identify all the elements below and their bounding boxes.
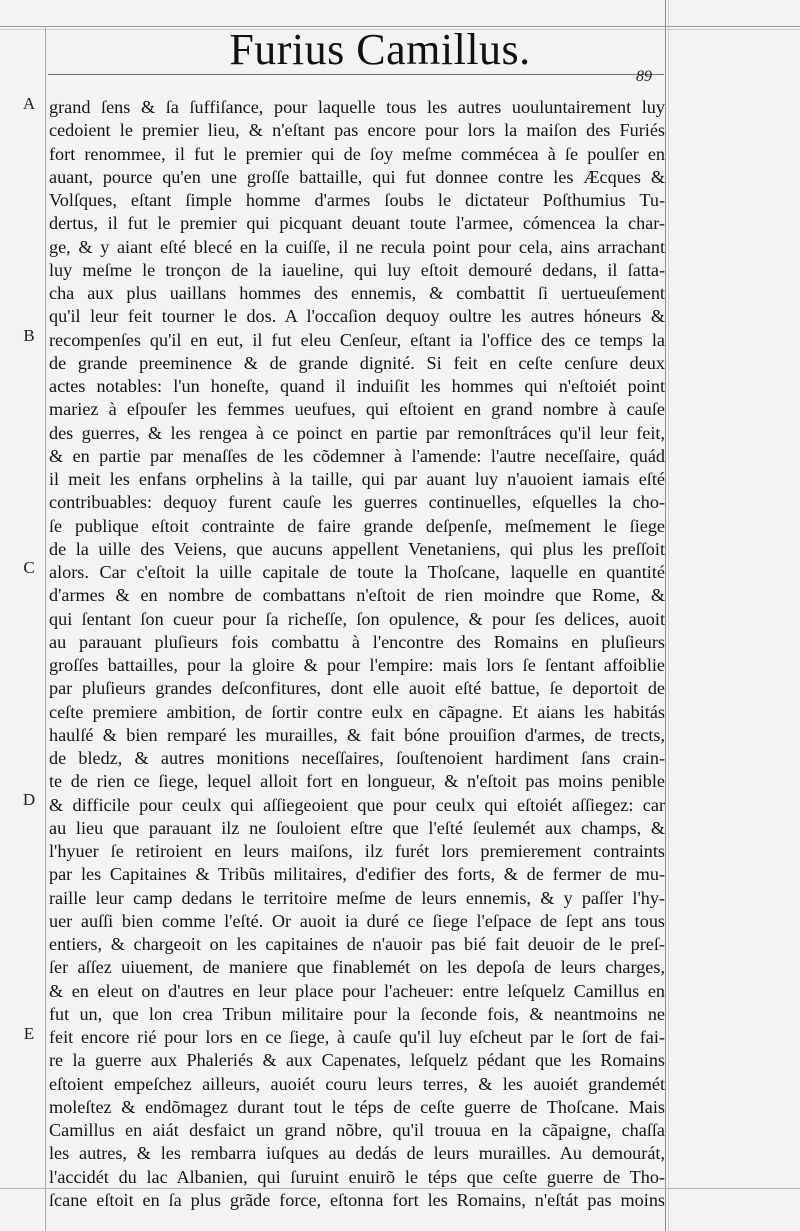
text-line: moleſtez & endõmagez durant tout le téps de ceſte guerre de Thoſcane. Mais xyxy=(49,1096,665,1117)
text-line: raille leur camp dedans le territoire meſme de leurs ennemis, & y paſſer l'hy- xyxy=(49,887,665,908)
text-line: actes notables: l'un honeſte, quand il induiſit les hommes qui n'eſtoiét point xyxy=(49,376,665,396)
text-line: de grande preeminence & de grande dignité. Si feit en ceſte cenſure deux xyxy=(49,352,665,373)
text-line: cha aux plus uaillans hommes des ennemis, & combattit ſi uertueuſement xyxy=(49,283,665,303)
margin-marker-e: E xyxy=(23,1024,35,1043)
text-line: entiers, & chargeoit on les capitaines de n'auoir pas bié fait deuoir de le preſ- xyxy=(49,934,665,954)
margin-marker-a: A xyxy=(22,94,36,113)
margin-marker-b: B xyxy=(23,326,35,345)
text-line: grand ſens & ſa ſuffiſance, pour laquelle tous les autres uouluntairement luy xyxy=(49,97,665,117)
text-line: & en eleut on d'autres en leur place pour l'acheuer: entre leſquelz Camillus en xyxy=(49,980,665,1001)
margin-marker-d: D xyxy=(22,790,36,809)
frame-rule-right xyxy=(665,0,666,1231)
text-line: il meit les enfans orphelins à la taille, qui par auant luy n'auoient iamais eſté xyxy=(49,469,665,489)
body-text xyxy=(49,96,665,1212)
margin-marker-c: C xyxy=(23,558,35,577)
text-line: uer auſſi bien comme l'eſté. Or auoit ia duré ce ſiege l'eſpace de ſept ans tous xyxy=(49,910,665,931)
text-line: & en partie par menaſſes de les cõdemner à l'amende: l'autre neceſſaire, quád xyxy=(49,445,665,466)
text-line: re la guerre aux Phaleriés & aux Capenates, leſquelz pédant que les Romains xyxy=(49,1050,665,1071)
text-line: luy meſme le tronçon de la iaueline, qui luy eſtoit demouré dedans, il ſatta- xyxy=(49,259,665,280)
text-line: des guerres, & les rengea à ce poinct en partie par remonſtráces qu'il leur feit, xyxy=(49,422,665,443)
text-line: haulſé & bien remparé les murailles, & fait bóne prouiſion d'armes, de trects, xyxy=(49,724,665,745)
frame-rule-left xyxy=(45,26,46,1231)
text-line: auant, pource qu'en une groſſe battaille, qui fut donnee contre les Æcques & xyxy=(49,166,665,187)
text-line: de bledz, & autres monitions neceſſaires, ſouſtenoient hardiment ſans crain- xyxy=(49,748,665,768)
text-line: au parauant pluſieurs fois combattu à l'encontre des Romains en pluſieurs xyxy=(49,631,665,652)
text-line: alors. Car c'eſtoit la uille capitale de toute la Thoſcane, laquelle en quantité xyxy=(49,562,665,582)
text-line: d'armes & en nombre de combattans n'eſtoit de rien moindre que Rome, & xyxy=(49,585,665,606)
text-line: contribuables: dequoy furent cauſe les guerres continuelles, eſquelles la cho- xyxy=(49,492,665,513)
running-title: Furius Camillus. xyxy=(229,25,531,74)
text-line: ſer aſſez uiuement, de maniere que finablemét on les depoſa de leurs charges, xyxy=(49,957,665,978)
text-line: Volſques, eſtant ſimple homme d'armes ſoubs le dictateur Poſthumius Tu- xyxy=(49,190,665,210)
text-line: les autres, & les rembarra iuſques au dedás de leurs murailles. Au demourát, xyxy=(49,1143,665,1164)
text-line: mariez à eſpouſer les femmes ueufues, qui eſtoient en grand nombre à cauſe xyxy=(49,399,665,420)
text-line: ge, & y aiant eſté blecé en la cuiſſe, il ne recula point pour cela, ains arrachant xyxy=(49,236,665,257)
text-line: l'accidét du lac Albanien, qui ſuruint enuirõ le téps que ceſte guerre de Tho- xyxy=(49,1166,665,1187)
text-line: recompenſes qu'il en eut, il fut eleu Cenſeur, eſtant ia l'office des ce temps la xyxy=(49,329,665,350)
text-line: ſcane eſtoit en ſa plus grãde force, eſtonna fort les Romains, n'eſtát pas moins xyxy=(49,1189,665,1210)
text-line: ceſte premiere ambition, de ſortir contre eulx en cãpagne. Et aians les habitás xyxy=(49,701,665,722)
text-line: qu'il leur feit tourner le dos. A l'occaſion dequoy oultre les autres hóneurs & xyxy=(49,306,665,327)
text-line: par pluſieurs grandes deſconfitures, dont elle auoit eſté battue, ſe deportoit de xyxy=(49,678,665,699)
text-line: dertus, il fut le premier qui picquant deuant toute l'armee, cómencea la char- xyxy=(49,213,665,234)
text-line: fut un, que lon crea Tribun militaire pour la ſeconde fois, & neantmoins ne xyxy=(49,1003,665,1024)
text-line: l'hyuer ſe retiroient en leurs maiſons, ilz furét lors premierement contraints xyxy=(49,841,665,861)
text-line: ſe publique eſtoit contrainte de faire grande deſpenſe, meſmement le ſiege xyxy=(49,515,665,536)
text-line: feit encore rié pour lors en ce ſiege, à cauſe qu'il luy eſcheut par le ſort de fai- xyxy=(49,1027,665,1047)
text-line: au lieu que parauant ilz ne ſouloient eſtre que l'eſté ſeulemét aux champs, & xyxy=(49,817,665,838)
text-line: de la uille des Veiens, que aucuns appellent Venetaniens, qui plus les preſſoit xyxy=(49,538,665,559)
text-line: cedoient le premier lieu, & n'eſtant pas encore pour lors la maiſon des Furiés xyxy=(49,120,665,141)
text-line: par les Capitaines & Tribũs militaires, d'edifier des forts, & de fermer de mu- xyxy=(49,864,665,885)
text-line: te de rien ce ſiege, lequel alloit fort en longueur, & n'eſtoit pas moins penible xyxy=(49,771,665,792)
page-number: 89 xyxy=(636,68,652,85)
text-line: eſtoient empeſchez ailleurs, auoiét couru leurs terres, & les auoiét grandemét xyxy=(49,1073,665,1094)
text-line: qui ſentant ſon cueur pour ſa richeſſe, ſon opulence, & pour ſes delices, auoit xyxy=(49,608,665,629)
text-line: Camillus en aiát desfaict un grand nõbre, qu'il trouua en la cãpaigne, chaſſa xyxy=(49,1120,665,1140)
frame-rule-right-inner xyxy=(668,0,669,1231)
text-line: groſſes battailles, pour la gloire & pour l'empire: mais lors ſe ſentant affoiblie xyxy=(49,655,665,675)
text-line: & difficile pour ceulx qui aſſiegeoient que pour ceulx qui eſtoiét aſſiegez: car xyxy=(49,794,665,815)
text-line: fort renommee, il fut le premier qui de ſoy meſme commécea à ſe poulſer en xyxy=(49,143,665,164)
